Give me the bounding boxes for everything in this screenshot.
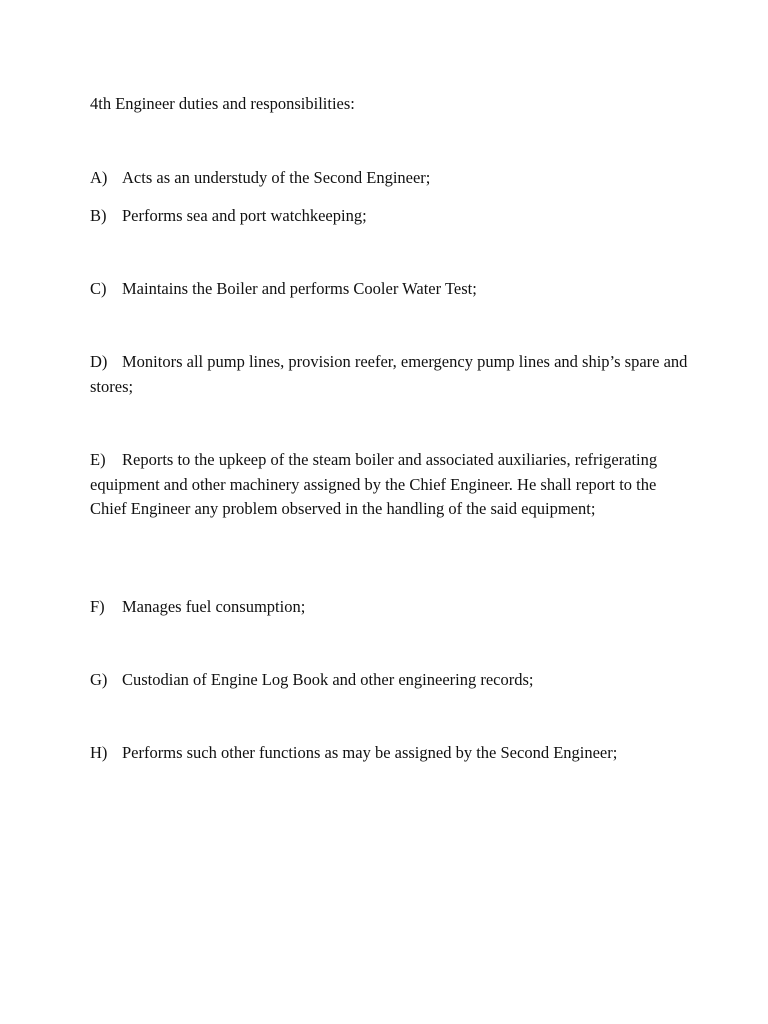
duty-letter: D): [90, 352, 108, 371]
duty-item-f: [90, 595, 690, 620]
duty-text: Custodian of Engine Log Book and other engineering records;: [122, 670, 534, 689]
duty-text: Performs such other functions as may be assigned by the Second Engineer;: [122, 743, 618, 762]
duty-item-b: [90, 204, 690, 229]
duty-letter: B): [90, 206, 107, 225]
duty-text: Performs sea and port watchkeeping;: [122, 206, 367, 225]
duty-letter: F): [90, 597, 105, 616]
duty-item-h: [90, 741, 690, 766]
duty-letter: A): [90, 168, 108, 187]
duty-item-d: [90, 350, 690, 399]
duty-item-a: [90, 166, 690, 191]
duty-letter: C): [90, 279, 107, 298]
duty-text: Reports to the upkeep of the steam boiler and associated auxiliaries, refrigerating equipment and other machinery assigned by the Chief Engineer. He shall report to the Chief Engineer any problem observed in the handling of the said equipment;: [90, 450, 658, 518]
duty-text: Monitors all pump lines, provision reefer, emergency pump lines and ship’s spare and stores;: [90, 352, 688, 396]
duty-text: Manages fuel consumption;: [122, 597, 306, 616]
duty-letter: E): [90, 450, 106, 469]
duty-item-c: [90, 277, 690, 302]
duty-letter: H): [90, 743, 108, 762]
duty-item-g: [90, 668, 690, 693]
duty-text: Acts as an understudy of the Second Engineer;: [122, 168, 431, 187]
duty-item-e: [90, 448, 690, 522]
document-title: 4th Engineer duties and responsibilities:: [90, 94, 355, 113]
duty-text: Maintains the Boiler and performs Cooler Water Test;: [122, 279, 477, 298]
duty-letter: G): [90, 670, 108, 689]
